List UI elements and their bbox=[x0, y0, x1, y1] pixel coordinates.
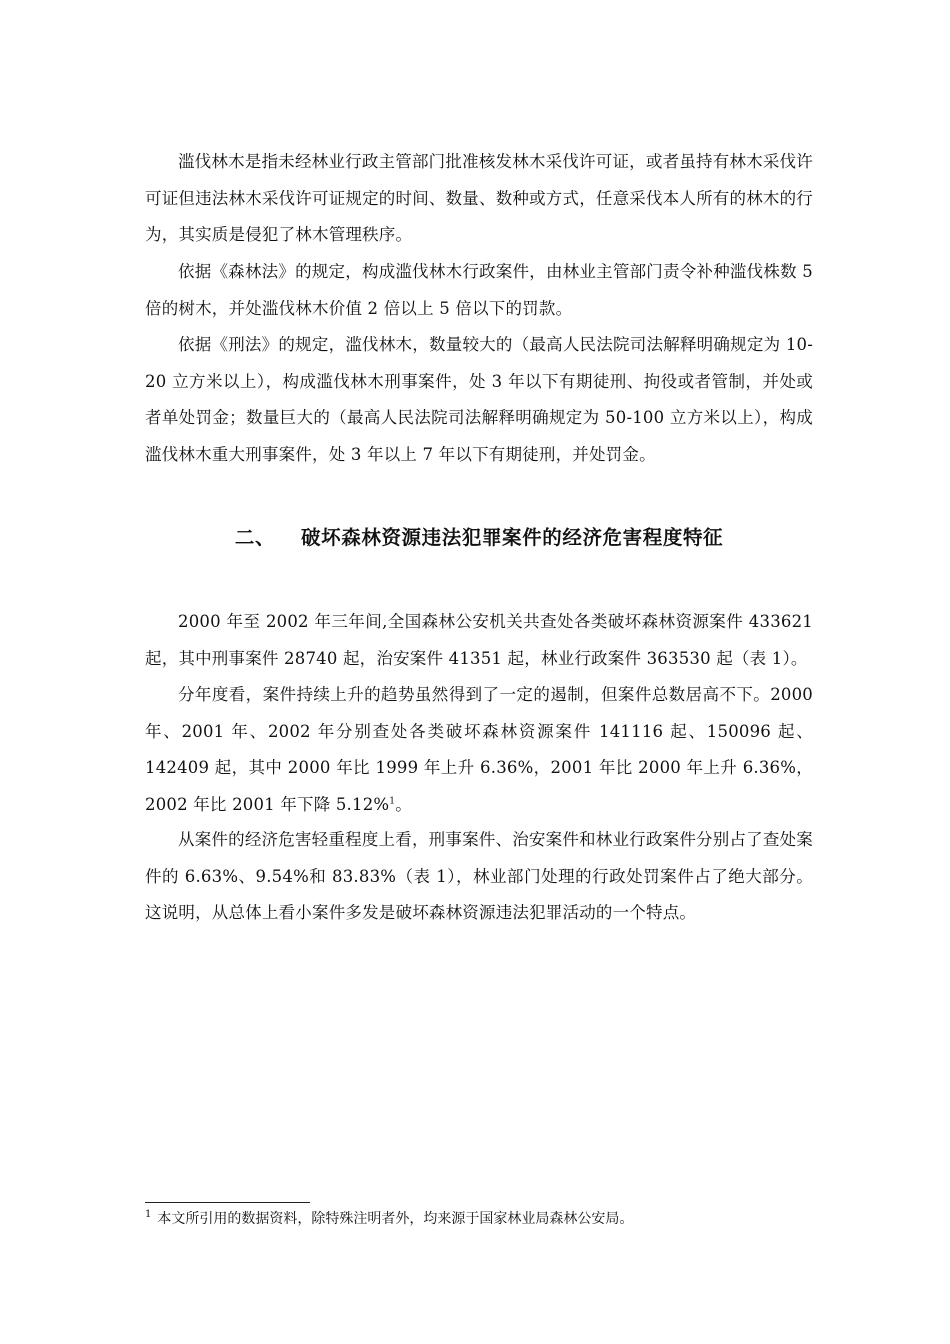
footnote-text: 本文所引用的数据资料，除特殊注明者外，均来源于国家林业局森林公安局。 bbox=[157, 1211, 634, 1227]
paragraph-forest-law-penalty: 依据《森林法》的规定，构成滥伐林木行政案件，由林业主管部门责令补种滥伐株数 5 倍的树木，并处滥伐林木价值 2 倍以上 5 倍以下的罚款。 bbox=[145, 262, 813, 318]
footnote-reference[interactable]: 1 bbox=[389, 796, 396, 807]
section-heading bbox=[145, 520, 813, 556]
paragraph-criminal-law-penalty: 依据《刑法》的规定，滥伐林木，数量较大的（最高人民法院司法解释明确规定为 10-20 立方米以上），构成滥伐林木刑事案件，处 3 年以下有期徒刑、拘役或者管制，并处或者单处罚金；数量巨大的（最高人民法院司法解释明确规定为 50-100 立方米以上），构成滥伐林木重大刑事案件，处 3 年以上 7 年以下有期徒刑，并处罚金。 bbox=[145, 335, 813, 464]
section-title: 破坏森林资源违法犯罪案件的经济危害程度特征 bbox=[301, 526, 724, 549]
paragraph-yearly-trend bbox=[145, 677, 813, 823]
paragraph-illegal-logging-definition: 滥伐林木是指未经林业行政主管部门批准核发林木采伐许可证，或者虽持有林木采伐许可证但违法林木采伐许可证规定的时间、数量、数种或方式，任意采伐本人所有的林木的行为，其实质是侵犯了林木管理秩序。 bbox=[145, 152, 813, 245]
yearly-trend-end: 。 bbox=[395, 794, 412, 814]
footnote-divider bbox=[145, 1202, 310, 1203]
yearly-trend-text: 分年度看，案件持续上升的趋势虽然得到了一定的遏制，但案件总数居高不下。2000 年、2001 年、2002 年分别查处各类破坏森林资源案件 141116 起、150096 起、142409 起，其中 2000 年比 1999 年上升 6.36%，2001 年比 2000 年上升 6.36%，2002 年比 2001 年下降 5.12% bbox=[145, 685, 813, 814]
paragraph-case-severity: 从案件的经济危害轻重程度上看，刑事案件、治安案件和林业行政案件分别占了查处案件的 6.63%、9.54%和 83.83%（表 1），林业部门处理的行政处罚案件占了绝大部分。这说明，从总体上看小案件多发是破坏森林资源违法犯罪活动的一个特点。 bbox=[145, 830, 813, 923]
footnote bbox=[145, 1208, 813, 1230]
footnote-mark: 1 bbox=[145, 1209, 152, 1221]
paragraph-case-totals: 2000 年至 2002 年三年间,全国森林公安机关共查处各类破坏森林资源案件 433621 起，其中刑事案件 28740 起，治安案件 41351 起，林业行政案件 363530 起（表 1）。 bbox=[145, 612, 813, 668]
section-number: 二、 bbox=[234, 526, 276, 549]
